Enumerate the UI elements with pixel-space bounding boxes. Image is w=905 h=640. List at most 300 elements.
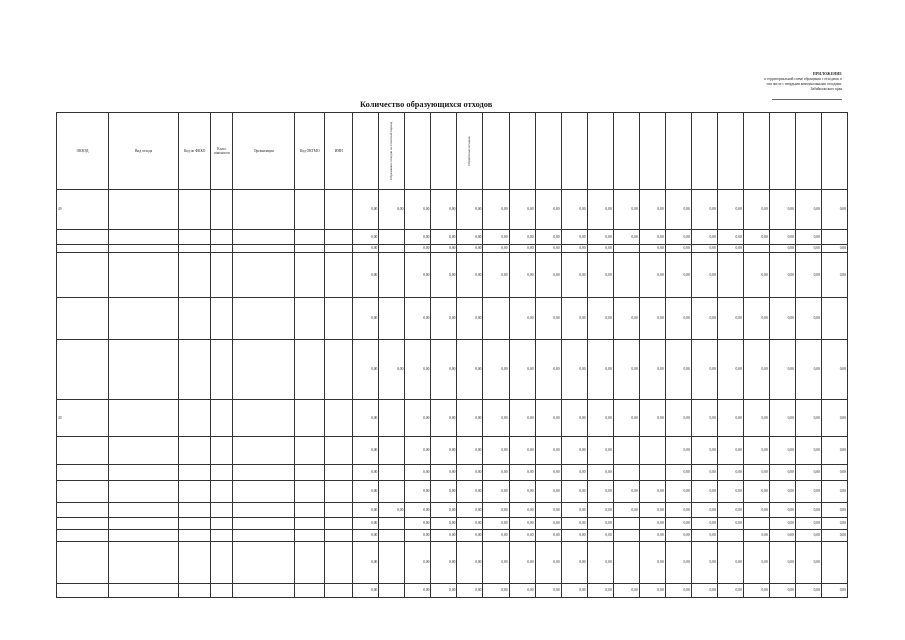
- cell-value: [717, 253, 743, 298]
- cell-value: 0,00: [561, 298, 587, 340]
- cell-value: 0,00: [405, 245, 431, 253]
- cell-value: [379, 253, 405, 298]
- cell-value: 0,00: [561, 584, 587, 598]
- table-row: [57, 253, 848, 298]
- cell-value: 0,00: [379, 190, 405, 230]
- cell-value: 0,00: [587, 481, 613, 503]
- cell-okved: [57, 340, 109, 400]
- cell-waste: [109, 518, 179, 530]
- cell-value: 0,00: [665, 584, 691, 598]
- cell-value: 0,00: [613, 584, 639, 598]
- cell-oktmo: [295, 530, 325, 542]
- cell-value: 0,00: [769, 518, 795, 530]
- cell-value: 0,00: [431, 503, 457, 518]
- cell-value: 0,00: [639, 584, 665, 598]
- cell-org: [233, 530, 295, 542]
- cell-value: 0,00: [535, 400, 561, 437]
- cell-value: 0,00: [717, 190, 743, 230]
- cell-value: 0,00: [795, 230, 821, 245]
- cell-value: 0,00: [639, 340, 665, 400]
- cell-value: 0,00: [457, 298, 483, 340]
- cell-value: 0,00: [353, 400, 379, 437]
- cell-value: 0,00: [587, 530, 613, 542]
- cell-value: 0,00: [405, 253, 431, 298]
- cell-value: 0,00: [743, 190, 769, 230]
- table-row: [57, 584, 848, 598]
- cell-value: 0,00: [743, 400, 769, 437]
- cell-value: 0,00: [379, 503, 405, 518]
- cell-value: 0,00: [743, 481, 769, 503]
- cell-value: 0,00: [691, 245, 717, 253]
- column-header-okved: ОКВЭД: [57, 113, 109, 190]
- cell-value: 0,00: [717, 542, 743, 584]
- cell-value: 0,00: [691, 190, 717, 230]
- column-header-c18: [795, 113, 821, 190]
- cell-value: 0,00: [457, 542, 483, 584]
- column-header-c11: [613, 113, 639, 190]
- cell-value: 0,00: [353, 230, 379, 245]
- cell-value: 0,00: [795, 503, 821, 518]
- cell-inn: [325, 230, 353, 245]
- cell-value: 0,00: [613, 298, 639, 340]
- cell-waste: [109, 481, 179, 503]
- cell-value: [379, 584, 405, 598]
- cell-fkko: [179, 542, 211, 584]
- table-row: [57, 465, 848, 481]
- cell-okved: [57, 584, 109, 598]
- cell-value: 0,00: [405, 503, 431, 518]
- column-header-c6: [483, 113, 509, 190]
- cell-value: 0,00: [639, 190, 665, 230]
- cell-value: 0,00: [535, 230, 561, 245]
- cell-value: 0,00: [379, 340, 405, 400]
- cell-org: [233, 518, 295, 530]
- cell-value: 0,00: [691, 437, 717, 465]
- cell-value: 0,00: [743, 530, 769, 542]
- cell-value: 0,00: [769, 465, 795, 481]
- cell-value: [483, 298, 509, 340]
- cell-value: 0,00: [795, 481, 821, 503]
- column-header-inn: ИНН: [325, 113, 353, 190]
- cell-value: 0,00: [691, 298, 717, 340]
- cell-value: 0,00: [405, 190, 431, 230]
- cell-value: 0,00: [717, 245, 743, 253]
- cell-value: 0,00: [483, 542, 509, 584]
- cell-waste: [109, 245, 179, 253]
- cell-value: 0,00: [665, 465, 691, 481]
- cell-waste: [109, 530, 179, 542]
- cell-value: 0,00: [639, 230, 665, 245]
- cell-value: 0,00: [353, 584, 379, 598]
- column-header-c12: [639, 113, 665, 190]
- cell-value: 0,00: [509, 253, 535, 298]
- cell-value: 0,00: [353, 245, 379, 253]
- cell-value: 0,00: [665, 530, 691, 542]
- cell-oktmo: [295, 518, 325, 530]
- table-body: [57, 190, 848, 598]
- cell-value: 0,00: [639, 518, 665, 530]
- cell-hazard: [211, 584, 233, 598]
- cell-value: 0,00: [535, 245, 561, 253]
- cell-value: 0,00: [431, 340, 457, 400]
- cell-value: 0,00: [561, 542, 587, 584]
- cell-value: 0,00: [717, 437, 743, 465]
- cell-inn: [325, 253, 353, 298]
- cell-value: 0,00: [821, 253, 847, 298]
- cell-value: 0,00: [587, 230, 613, 245]
- cell-value: [379, 465, 405, 481]
- cell-value: 0,00: [535, 530, 561, 542]
- cell-hazard: [211, 437, 233, 465]
- cell-value: 0,00: [561, 190, 587, 230]
- cell-hazard: [211, 542, 233, 584]
- appendix-header: ПРИЛОЖЕНИЕ: [812, 72, 842, 76]
- cell-fkko: [179, 465, 211, 481]
- cell-value: 0,00: [821, 465, 847, 481]
- cell-value: [613, 530, 639, 542]
- cell-value: 0,00: [535, 465, 561, 481]
- cell-value: 0,00: [769, 245, 795, 253]
- cell-waste: [109, 298, 179, 340]
- cell-value: 0,00: [587, 253, 613, 298]
- cell-value: 0,00: [431, 465, 457, 481]
- cell-value: [379, 230, 405, 245]
- cell-value: 0,00: [431, 400, 457, 437]
- cell-value: 0,00: [561, 481, 587, 503]
- cell-hazard: [211, 230, 233, 245]
- cell-waste: [109, 253, 179, 298]
- appendix-block: [708, 72, 842, 92]
- cell-org: [233, 400, 295, 437]
- cell-value: 0,00: [769, 400, 795, 437]
- table-row: [57, 230, 848, 245]
- cell-value: [379, 530, 405, 542]
- table-row: [57, 245, 848, 253]
- cell-value: 0,00: [457, 400, 483, 437]
- cell-value: 0,00: [691, 400, 717, 437]
- cell-value: 0,00: [821, 503, 847, 518]
- cell-value: 0,00: [717, 230, 743, 245]
- column-header-c7: [509, 113, 535, 190]
- cell-value: 0,00: [457, 190, 483, 230]
- signature-line: [772, 99, 842, 100]
- table-row: [57, 400, 848, 437]
- cell-okved: [57, 503, 109, 518]
- cell-value: 0,00: [821, 481, 847, 503]
- cell-value: 0,00: [483, 437, 509, 465]
- column-header-c10: [587, 113, 613, 190]
- cell-value: 0,00: [665, 230, 691, 245]
- cell-value: 0,00: [769, 542, 795, 584]
- cell-value: 0,00: [535, 437, 561, 465]
- cell-value: 0,00: [405, 437, 431, 465]
- cell-value: 0,00: [509, 584, 535, 598]
- cell-waste: [109, 465, 179, 481]
- cell-value: [379, 542, 405, 584]
- table-row: [57, 542, 848, 584]
- cell-value: 0,00: [431, 518, 457, 530]
- cell-oktmo: [295, 542, 325, 584]
- cell-fkko: [179, 230, 211, 245]
- cell-waste: [109, 400, 179, 437]
- cell-okved: [57, 465, 109, 481]
- cell-fkko: [179, 503, 211, 518]
- cell-value: 0,00: [483, 400, 509, 437]
- cell-value: 0,00: [717, 503, 743, 518]
- cell-value: 0,00: [405, 298, 431, 340]
- cell-value: 0,00: [431, 245, 457, 253]
- cell-value: 0,00: [587, 518, 613, 530]
- cell-value: 0,00: [535, 340, 561, 400]
- cell-inn: [325, 437, 353, 465]
- cell-fkko: [179, 530, 211, 542]
- cell-okved: 49: [57, 400, 109, 437]
- cell-value: 0,00: [587, 245, 613, 253]
- cell-waste: [109, 230, 179, 245]
- cell-value: 0,00: [665, 542, 691, 584]
- cell-oktmo: [295, 340, 325, 400]
- cell-value: 0,00: [795, 400, 821, 437]
- column-header-c14: [691, 113, 717, 190]
- cell-value: 0,00: [353, 437, 379, 465]
- cell-value: 0,00: [535, 298, 561, 340]
- cell-org: [233, 584, 295, 598]
- cell-fkko: [179, 584, 211, 598]
- cell-org: [233, 190, 295, 230]
- cell-org: [233, 245, 295, 253]
- cell-okved: [57, 298, 109, 340]
- cell-value: 0,00: [353, 530, 379, 542]
- cell-hazard: [211, 400, 233, 437]
- cell-value: 0,00: [691, 530, 717, 542]
- cell-value: 0,00: [431, 437, 457, 465]
- cell-value: 0,00: [821, 190, 847, 230]
- cell-value: 0,00: [665, 437, 691, 465]
- column-header-c9: [561, 113, 587, 190]
- cell-okved: [57, 530, 109, 542]
- cell-value: 0,00: [509, 542, 535, 584]
- cell-value: [743, 245, 769, 253]
- cell-value: 0,00: [639, 253, 665, 298]
- cell-value: 0,00: [639, 481, 665, 503]
- cell-hazard: [211, 481, 233, 503]
- cell-okved: [57, 253, 109, 298]
- cell-org: [233, 465, 295, 481]
- cell-value: 0,00: [743, 465, 769, 481]
- cell-value: 0,00: [535, 190, 561, 230]
- cell-okved: [57, 518, 109, 530]
- cell-value: 0,00: [691, 465, 717, 481]
- cell-hazard: [211, 190, 233, 230]
- cell-value: 0,00: [795, 340, 821, 400]
- cell-value: 0,00: [821, 245, 847, 253]
- cell-value: 0,00: [691, 503, 717, 518]
- table-header-row: [57, 113, 848, 190]
- cell-value: 0,00: [457, 530, 483, 542]
- cell-value: 0,00: [639, 245, 665, 253]
- cell-value: 0,00: [353, 481, 379, 503]
- cell-value: 0,00: [717, 340, 743, 400]
- cell-value: 0,00: [717, 298, 743, 340]
- cell-value: 0,00: [665, 400, 691, 437]
- cell-value: 0,00: [743, 253, 769, 298]
- cell-oktmo: [295, 584, 325, 598]
- cell-value: 0,00: [717, 465, 743, 481]
- cell-waste: [109, 340, 179, 400]
- table-row: [57, 190, 848, 230]
- cell-value: 0,00: [795, 253, 821, 298]
- cell-okved: 49: [57, 190, 109, 230]
- cell-value: 0,00: [457, 437, 483, 465]
- cell-hazard: [211, 518, 233, 530]
- cell-value: [821, 542, 847, 584]
- cell-value: 0,00: [561, 465, 587, 481]
- cell-value: 0,00: [587, 584, 613, 598]
- cell-value: 0,00: [561, 518, 587, 530]
- cell-org: [233, 481, 295, 503]
- cell-value: 0,00: [561, 253, 587, 298]
- cell-inn: [325, 503, 353, 518]
- cell-org: [233, 542, 295, 584]
- cell-value: 0,00: [821, 584, 847, 598]
- cell-value: 0,00: [821, 340, 847, 400]
- cell-value: 0,00: [769, 230, 795, 245]
- cell-value: 0,00: [769, 298, 795, 340]
- cell-value: 0,00: [457, 465, 483, 481]
- cell-okved: [57, 245, 109, 253]
- column-header-c3: [405, 113, 431, 190]
- cell-value: 0,00: [353, 340, 379, 400]
- cell-inn: [325, 481, 353, 503]
- cell-value: 0,00: [639, 503, 665, 518]
- table-row: [57, 437, 848, 465]
- cell-org: [233, 503, 295, 518]
- cell-value: [379, 400, 405, 437]
- cell-value: 0,00: [405, 230, 431, 245]
- cell-oktmo: [295, 503, 325, 518]
- cell-value: 0,00: [405, 530, 431, 542]
- cell-value: 0,00: [509, 230, 535, 245]
- cell-value: 0,00: [561, 530, 587, 542]
- cell-hazard: [211, 340, 233, 400]
- cell-value: 0,00: [587, 542, 613, 584]
- table-row: [57, 340, 848, 400]
- cell-value: 0,00: [457, 230, 483, 245]
- cell-value: 0,00: [535, 481, 561, 503]
- cell-value: 0,00: [509, 530, 535, 542]
- cell-value: [379, 481, 405, 503]
- column-header-c5: [457, 113, 483, 190]
- cell-value: 0,00: [743, 503, 769, 518]
- cell-waste: [109, 542, 179, 584]
- cell-fkko: [179, 400, 211, 437]
- cell-oktmo: [295, 481, 325, 503]
- cell-value: 0,00: [561, 400, 587, 437]
- cell-value: 0,00: [483, 481, 509, 503]
- cell-fkko: [179, 437, 211, 465]
- cell-value: 0,00: [743, 298, 769, 340]
- cell-value: 0,00: [665, 518, 691, 530]
- cell-inn: [325, 400, 353, 437]
- cell-value: 0,00: [405, 584, 431, 598]
- cell-value: 0,00: [431, 253, 457, 298]
- cell-value: 0,00: [405, 465, 431, 481]
- column-header-c15: [717, 113, 743, 190]
- cell-value: 0,00: [535, 542, 561, 584]
- cell-inn: [325, 190, 353, 230]
- cell-value: [613, 437, 639, 465]
- cell-value: 0,00: [613, 340, 639, 400]
- appendix-line: том числе с твердыми коммунальными отходами,: [766, 82, 842, 86]
- cell-inn: [325, 542, 353, 584]
- cell-value: 0,00: [795, 437, 821, 465]
- cell-value: 0,00: [795, 518, 821, 530]
- column-header-waste_name: Вид отхода: [109, 113, 179, 190]
- cell-oktmo: [295, 190, 325, 230]
- cell-value: 0,00: [457, 253, 483, 298]
- cell-value: 0,00: [639, 298, 665, 340]
- cell-value: 0,00: [483, 340, 509, 400]
- cell-value: 0,00: [821, 530, 847, 542]
- cell-value: 0,00: [353, 465, 379, 481]
- appendix-line: Забайкальского края: [810, 87, 842, 91]
- table-row: [57, 530, 848, 542]
- cell-value: 0,00: [665, 253, 691, 298]
- cell-fkko: [179, 518, 211, 530]
- cell-value: 0,00: [405, 542, 431, 584]
- cell-inn: [325, 298, 353, 340]
- cell-value: 0,00: [509, 503, 535, 518]
- page-title: Количество образующихся отходов: [360, 100, 493, 109]
- cell-value: 0,00: [587, 190, 613, 230]
- cell-value: 0,00: [535, 584, 561, 598]
- cell-value: 0,00: [405, 481, 431, 503]
- cell-value: 0,00: [483, 190, 509, 230]
- cell-hazard: [211, 530, 233, 542]
- cell-value: 0,00: [795, 465, 821, 481]
- cell-hazard: [211, 253, 233, 298]
- cell-value: 0,00: [353, 253, 379, 298]
- cell-value: 0,00: [561, 503, 587, 518]
- cell-fkko: [179, 481, 211, 503]
- cell-okved: [57, 542, 109, 584]
- column-header-c17: [769, 113, 795, 190]
- column-header-label: Обработано отходов: [467, 136, 472, 166]
- column-header-hazard: Класс опасности: [211, 113, 233, 190]
- cell-value: 0,00: [587, 503, 613, 518]
- cell-value: 0,00: [795, 298, 821, 340]
- cell-value: 0,00: [769, 584, 795, 598]
- table-row: [57, 518, 848, 530]
- cell-value: 0,00: [743, 542, 769, 584]
- cell-value: 0,00: [509, 190, 535, 230]
- cell-org: [233, 340, 295, 400]
- cell-value: 0,00: [795, 530, 821, 542]
- cell-value: 0,00: [665, 245, 691, 253]
- cell-value: 0,00: [457, 518, 483, 530]
- cell-value: 0,00: [769, 437, 795, 465]
- cell-value: [821, 230, 847, 245]
- cell-value: 0,00: [639, 530, 665, 542]
- cell-value: 0,00: [535, 503, 561, 518]
- cell-value: 0,00: [353, 503, 379, 518]
- cell-value: 0,00: [431, 530, 457, 542]
- cell-oktmo: [295, 437, 325, 465]
- cell-value: 0,00: [613, 400, 639, 437]
- cell-value: 0,00: [743, 584, 769, 598]
- cell-value: 0,00: [483, 518, 509, 530]
- cell-value: [613, 245, 639, 253]
